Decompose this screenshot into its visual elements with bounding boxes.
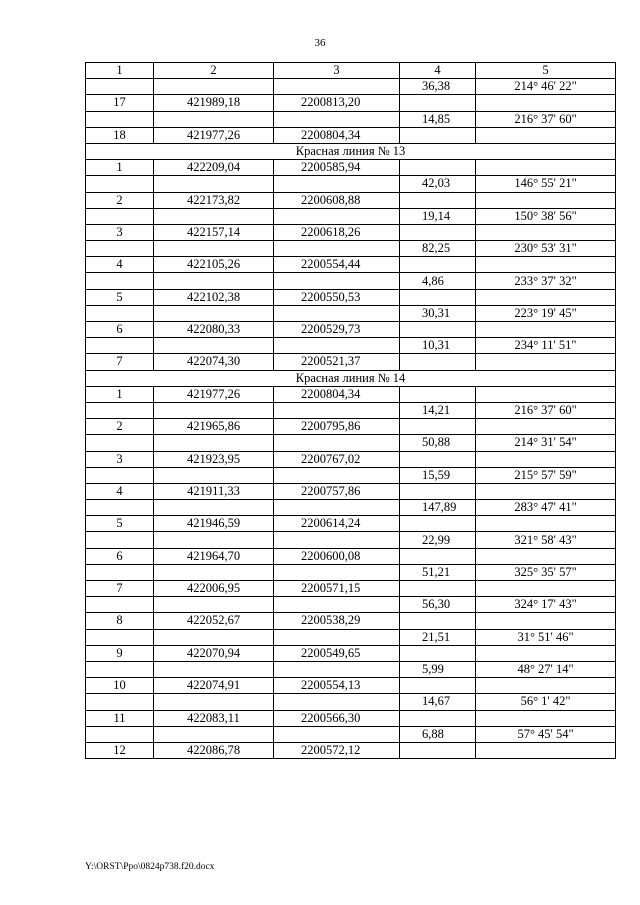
empty-cell (154, 241, 274, 257)
empty-cell (154, 338, 274, 354)
empty-cell (86, 467, 154, 483)
y-coordinate: 2200538,29 (274, 613, 400, 629)
empty-cell (274, 694, 400, 710)
point-row (86, 322, 616, 338)
x-coordinate: 421964,70 (154, 548, 274, 564)
direction-angle: 216° 37' 60" (476, 402, 616, 418)
direction-angle: 233° 37' 32" (476, 273, 616, 289)
point-row (86, 419, 616, 435)
empty-cell (476, 581, 616, 597)
empty-cell (476, 289, 616, 305)
empty-cell (154, 79, 274, 95)
empty-cell (154, 467, 274, 483)
point-number: 2 (86, 192, 154, 208)
segment-distance: 15,59 (400, 467, 476, 483)
point-row (86, 710, 616, 726)
table-body (86, 79, 616, 759)
empty-cell (400, 742, 476, 758)
empty-cell (400, 160, 476, 176)
section-title: Красная линия № 14 (86, 370, 616, 386)
empty-cell (400, 451, 476, 467)
point-row (86, 678, 616, 694)
empty-cell (274, 467, 400, 483)
y-coordinate: 2200554,44 (274, 257, 400, 273)
x-coordinate: 422006,95 (154, 581, 274, 597)
empty-cell (154, 694, 274, 710)
point-number: 1 (86, 160, 154, 176)
segment-row (86, 338, 616, 354)
point-number: 6 (86, 322, 154, 338)
column-header: 1 (86, 63, 154, 79)
empty-cell (274, 597, 400, 613)
empty-cell (476, 160, 616, 176)
empty-cell (400, 516, 476, 532)
direction-angle: 214° 46' 22" (476, 79, 616, 95)
segment-distance: 42,03 (400, 176, 476, 192)
point-row (86, 742, 616, 758)
empty-cell (154, 111, 274, 127)
empty-cell (400, 613, 476, 629)
point-row (86, 257, 616, 273)
y-coordinate: 2200614,24 (274, 516, 400, 532)
segment-distance: 6,88 (400, 726, 476, 742)
segment-distance: 56,30 (400, 597, 476, 613)
empty-cell (476, 192, 616, 208)
segment-distance: 50,88 (400, 435, 476, 451)
point-number: 10 (86, 678, 154, 694)
x-coordinate: 421977,26 (154, 127, 274, 143)
segment-distance: 51,21 (400, 564, 476, 580)
section-heading-row (86, 143, 616, 159)
coordinates-table (85, 62, 616, 759)
empty-cell (476, 354, 616, 370)
y-coordinate: 2200572,12 (274, 742, 400, 758)
empty-cell (400, 322, 476, 338)
point-row (86, 127, 616, 143)
column-header: 5 (476, 63, 616, 79)
direction-angle: 283° 47' 41" (476, 500, 616, 516)
empty-cell (86, 597, 154, 613)
direction-angle: 324° 17' 43" (476, 597, 616, 613)
direction-angle: 57° 45' 54" (476, 726, 616, 742)
segment-distance: 4,86 (400, 273, 476, 289)
point-row (86, 224, 616, 240)
empty-cell (476, 613, 616, 629)
point-row (86, 516, 616, 532)
segment-distance: 21,51 (400, 629, 476, 645)
empty-cell (274, 629, 400, 645)
point-number: 1 (86, 386, 154, 402)
x-coordinate: 421989,18 (154, 95, 274, 111)
empty-cell (476, 710, 616, 726)
direction-angle: 321° 58' 43" (476, 532, 616, 548)
point-number: 5 (86, 516, 154, 532)
point-row (86, 548, 616, 564)
empty-cell (476, 127, 616, 143)
empty-cell (476, 548, 616, 564)
empty-cell (400, 581, 476, 597)
empty-cell (154, 435, 274, 451)
direction-angle: 146° 55' 21" (476, 176, 616, 192)
segment-distance: 5,99 (400, 661, 476, 677)
segment-row (86, 532, 616, 548)
direction-angle: 215° 57' 59" (476, 467, 616, 483)
empty-cell (476, 322, 616, 338)
segment-distance: 147,89 (400, 500, 476, 516)
x-coordinate: 422070,94 (154, 645, 274, 661)
point-row (86, 483, 616, 499)
table-header-row (86, 63, 616, 79)
y-coordinate: 2200795,86 (274, 419, 400, 435)
direction-angle: 325° 35' 57" (476, 564, 616, 580)
empty-cell (274, 176, 400, 192)
empty-cell (400, 419, 476, 435)
segment-distance: 30,31 (400, 305, 476, 321)
empty-cell (476, 419, 616, 435)
x-coordinate: 422209,04 (154, 160, 274, 176)
empty-cell (86, 629, 154, 645)
empty-cell (274, 500, 400, 516)
segment-row (86, 111, 616, 127)
direction-angle: 234° 11' 51" (476, 338, 616, 354)
segment-distance: 14,21 (400, 402, 476, 418)
point-row (86, 581, 616, 597)
point-row (86, 354, 616, 370)
x-coordinate: 422080,33 (154, 322, 274, 338)
segment-row (86, 273, 616, 289)
x-coordinate: 422052,67 (154, 613, 274, 629)
direction-angle: 31° 51' 46" (476, 629, 616, 645)
empty-cell (154, 597, 274, 613)
empty-cell (154, 273, 274, 289)
point-row (86, 95, 616, 111)
empty-cell (274, 79, 400, 95)
x-coordinate: 422086,78 (154, 742, 274, 758)
direction-angle: 214° 31' 54" (476, 435, 616, 451)
segment-row (86, 597, 616, 613)
empty-cell (86, 532, 154, 548)
empty-cell (274, 402, 400, 418)
direction-angle: 223° 19' 45" (476, 305, 616, 321)
section-title: Красная линия № 13 (86, 143, 616, 159)
segment-row (86, 661, 616, 677)
segment-row (86, 79, 616, 95)
point-number: 17 (86, 95, 154, 111)
empty-cell (154, 208, 274, 224)
segment-distance: 14,85 (400, 111, 476, 127)
segment-distance: 10,31 (400, 338, 476, 354)
segment-row (86, 564, 616, 580)
empty-cell (476, 483, 616, 499)
point-number: 2 (86, 419, 154, 435)
empty-cell (86, 500, 154, 516)
y-coordinate: 2200571,15 (274, 581, 400, 597)
segment-row (86, 629, 616, 645)
point-row (86, 645, 616, 661)
segment-row (86, 402, 616, 418)
point-number: 18 (86, 127, 154, 143)
segment-row (86, 467, 616, 483)
empty-cell (400, 289, 476, 305)
empty-cell (86, 694, 154, 710)
empty-cell (154, 305, 274, 321)
y-coordinate: 2200550,53 (274, 289, 400, 305)
empty-cell (274, 338, 400, 354)
point-number: 5 (86, 289, 154, 305)
y-coordinate: 2200618,26 (274, 224, 400, 240)
empty-cell (274, 208, 400, 224)
empty-cell (476, 224, 616, 240)
empty-cell (400, 548, 476, 564)
y-coordinate: 2200804,34 (274, 386, 400, 402)
column-header: 3 (274, 63, 400, 79)
direction-angle: 230° 53' 31" (476, 241, 616, 257)
empty-cell (86, 176, 154, 192)
point-number: 11 (86, 710, 154, 726)
y-coordinate: 2200757,86 (274, 483, 400, 499)
empty-cell (400, 710, 476, 726)
point-row (86, 192, 616, 208)
y-coordinate: 2200521,37 (274, 354, 400, 370)
page-number: 36 (314, 37, 326, 49)
x-coordinate: 422083,11 (154, 710, 274, 726)
point-number: 12 (86, 742, 154, 758)
segment-distance: 19,14 (400, 208, 476, 224)
segment-row (86, 500, 616, 516)
column-header: 2 (154, 63, 274, 79)
empty-cell (274, 241, 400, 257)
empty-cell (400, 192, 476, 208)
x-coordinate: 422173,82 (154, 192, 274, 208)
y-coordinate: 2200804,34 (274, 127, 400, 143)
file-path-footer: Y:\ORST\Ppo\0824p738.f20.docx (85, 862, 215, 872)
y-coordinate: 2200600,08 (274, 548, 400, 564)
empty-cell (86, 79, 154, 95)
empty-cell (86, 338, 154, 354)
empty-cell (154, 726, 274, 742)
point-number: 7 (86, 581, 154, 597)
empty-cell (476, 95, 616, 111)
point-number: 8 (86, 613, 154, 629)
segment-row (86, 176, 616, 192)
y-coordinate: 2200813,20 (274, 95, 400, 111)
empty-cell (154, 564, 274, 580)
section-heading-row (86, 370, 616, 386)
segment-distance: 82,25 (400, 241, 476, 257)
point-number: 6 (86, 548, 154, 564)
segment-distance: 14,67 (400, 694, 476, 710)
empty-cell (274, 532, 400, 548)
column-header: 4 (400, 63, 476, 79)
segment-row (86, 726, 616, 742)
y-coordinate: 2200554,13 (274, 678, 400, 694)
x-coordinate: 421977,26 (154, 386, 274, 402)
y-coordinate: 2200529,73 (274, 322, 400, 338)
empty-cell (400, 224, 476, 240)
empty-cell (86, 241, 154, 257)
segment-row (86, 435, 616, 451)
y-coordinate: 2200549,65 (274, 645, 400, 661)
empty-cell (274, 661, 400, 677)
empty-cell (400, 386, 476, 402)
empty-cell (274, 111, 400, 127)
direction-angle: 150° 38' 56" (476, 208, 616, 224)
y-coordinate: 2200566,30 (274, 710, 400, 726)
point-number: 4 (86, 257, 154, 273)
empty-cell (86, 661, 154, 677)
x-coordinate: 422102,38 (154, 289, 274, 305)
x-coordinate: 422074,91 (154, 678, 274, 694)
empty-cell (86, 305, 154, 321)
x-coordinate: 421946,59 (154, 516, 274, 532)
empty-cell (400, 354, 476, 370)
direction-angle: 56° 1' 42" (476, 694, 616, 710)
empty-cell (86, 208, 154, 224)
empty-cell (86, 564, 154, 580)
segment-row (86, 241, 616, 257)
point-row (86, 451, 616, 467)
empty-cell (274, 305, 400, 321)
direction-angle: 48° 27' 14" (476, 661, 616, 677)
empty-cell (86, 435, 154, 451)
empty-cell (476, 257, 616, 273)
segment-row (86, 208, 616, 224)
empty-cell (274, 726, 400, 742)
point-row (86, 386, 616, 402)
empty-cell (476, 451, 616, 467)
point-row (86, 160, 616, 176)
point-number: 4 (86, 483, 154, 499)
point-number: 3 (86, 224, 154, 240)
empty-cell (86, 402, 154, 418)
empty-cell (400, 483, 476, 499)
segment-row (86, 305, 616, 321)
empty-cell (154, 176, 274, 192)
empty-cell (400, 127, 476, 143)
x-coordinate: 421923,95 (154, 451, 274, 467)
empty-cell (476, 742, 616, 758)
empty-cell (86, 273, 154, 289)
segment-distance: 22,99 (400, 532, 476, 548)
empty-cell (154, 532, 274, 548)
empty-cell (86, 111, 154, 127)
empty-cell (154, 500, 274, 516)
x-coordinate: 421965,86 (154, 419, 274, 435)
segment-distance: 36,38 (400, 79, 476, 95)
point-row (86, 289, 616, 305)
empty-cell (274, 435, 400, 451)
empty-cell (476, 678, 616, 694)
empty-cell (400, 645, 476, 661)
empty-cell (154, 402, 274, 418)
direction-angle: 216° 37' 60" (476, 111, 616, 127)
x-coordinate: 422074,30 (154, 354, 274, 370)
empty-cell (400, 95, 476, 111)
y-coordinate: 2200608,88 (274, 192, 400, 208)
empty-cell (154, 629, 274, 645)
y-coordinate: 2200767,02 (274, 451, 400, 467)
empty-cell (476, 386, 616, 402)
x-coordinate: 422105,26 (154, 257, 274, 273)
point-row (86, 613, 616, 629)
empty-cell (274, 273, 400, 289)
empty-cell (86, 726, 154, 742)
y-coordinate: 2200585,94 (274, 160, 400, 176)
x-coordinate: 422157,14 (154, 224, 274, 240)
x-coordinate: 421911,33 (154, 483, 274, 499)
empty-cell (274, 564, 400, 580)
point-number: 3 (86, 451, 154, 467)
point-number: 7 (86, 354, 154, 370)
empty-cell (400, 678, 476, 694)
segment-row (86, 694, 616, 710)
empty-cell (400, 257, 476, 273)
empty-cell (154, 661, 274, 677)
point-number: 9 (86, 645, 154, 661)
empty-cell (476, 516, 616, 532)
empty-cell (476, 645, 616, 661)
